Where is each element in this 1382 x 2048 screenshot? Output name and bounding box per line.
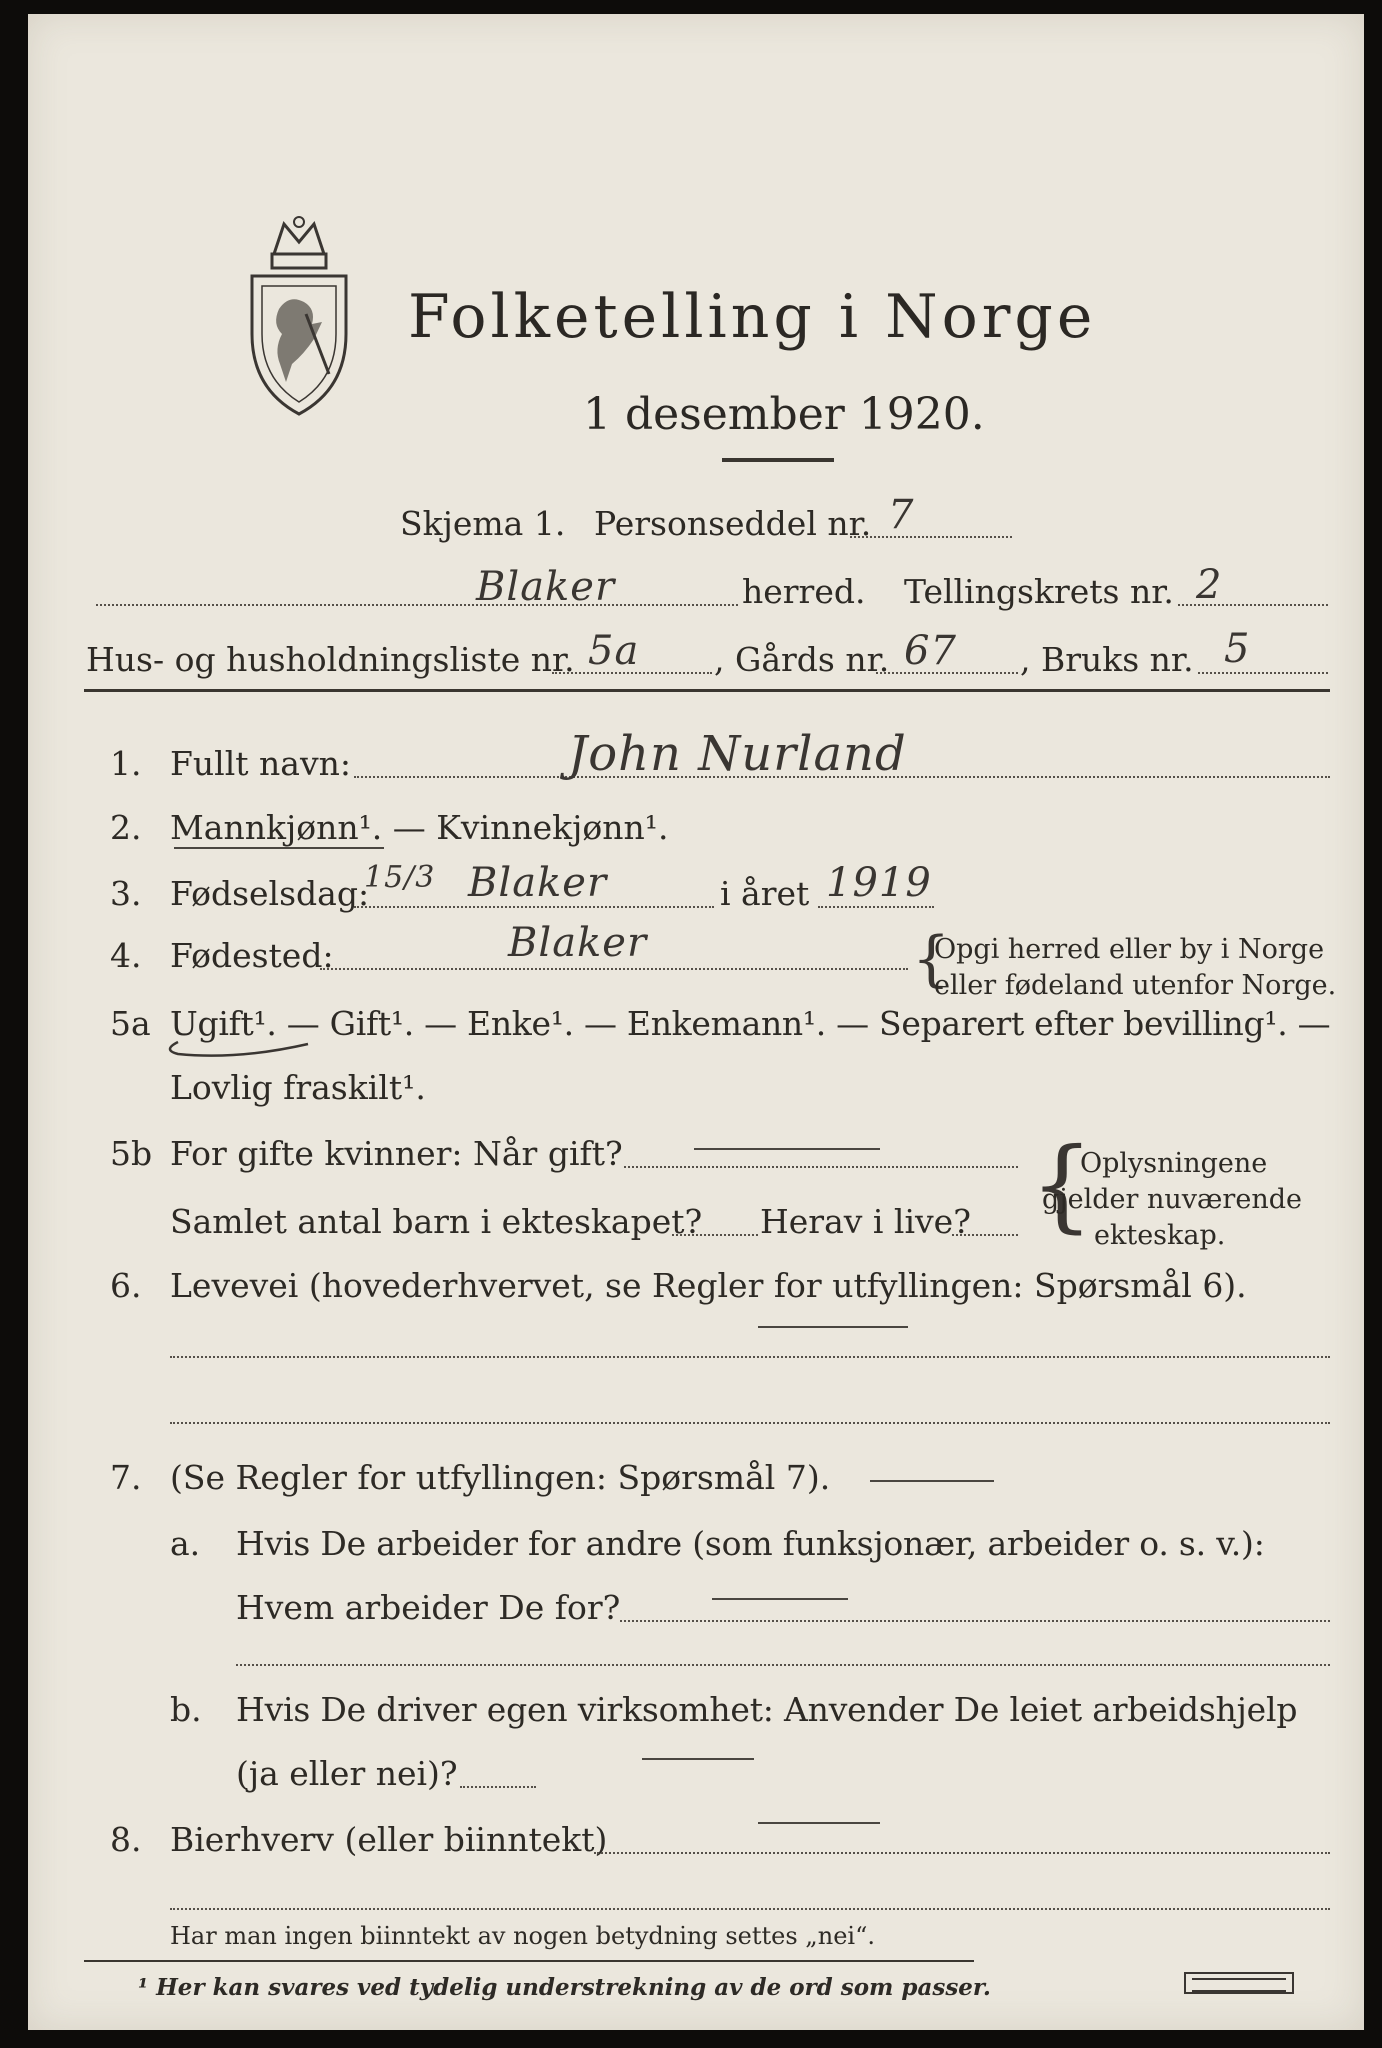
footnote: ¹ Her kan svares ved tydelig understrekning av de ord som passer. (138, 1974, 991, 2001)
q7a-line1: Hvis De arbeider for andre (som funksjonær, arbeider o. s. v.): (236, 1524, 1265, 1563)
q5b-line2a: Samlet antal barn i ekteskapet? (170, 1202, 703, 1241)
q6-label: Levevei (hovederhvervet, se Regler for utfyllingen: Spørsmål 6). (170, 1266, 1247, 1305)
q5b-note-line1: Oplysningene (1080, 1148, 1268, 1179)
q1-label: Fullt navn: (170, 744, 351, 783)
q2-underline-mark (174, 847, 384, 849)
census-form (28, 14, 1364, 2030)
q5b-line1: For gifte kvinner: Når gift? (170, 1134, 623, 1173)
q5b-line2b: Herav i live? (760, 1202, 971, 1241)
coat-of-arms-icon (244, 214, 354, 424)
q7-label: (Se Regler for utfyllingen: Spørsmål 7). (170, 1458, 831, 1497)
q3-label: Fødselsdag: (170, 874, 370, 913)
hus-label: Hus- og husholdningsliste nr. (86, 640, 575, 679)
q5b-note-brace: { (1030, 1126, 1094, 1243)
q4-number: 4. (110, 936, 142, 975)
personseddel-label: Personseddel nr. (594, 504, 872, 543)
gards-value: 67 (904, 628, 957, 674)
q5a-line1: Ugift¹. — Gift¹. — Enke¹. — Enkemann¹. — Separert efter bevilling¹. — (170, 1004, 1331, 1043)
q3-date-value: 15/3 (364, 860, 436, 895)
q4-value: Blaker (508, 920, 648, 966)
q3-number: 3. (110, 874, 142, 913)
q4-note-line2: eller fødeland utenfor Norge. (934, 970, 1337, 1001)
header-rule (84, 689, 1330, 692)
footer-rule (84, 1960, 974, 1962)
q3-year-label: i året (720, 874, 810, 913)
q5b-note-line2: gjelder nuværende (1042, 1184, 1302, 1215)
q2-number: 2. (110, 808, 142, 847)
q7b-line1: Hvis De driver egen virksomhet: Anvender De leiet arbeidshjelp (236, 1690, 1298, 1729)
title-divider (722, 458, 834, 462)
q3-place-value: Blaker (468, 860, 608, 906)
q3-year-value: 1919 (826, 860, 932, 906)
q2-label: Mannkjønn¹. — Kvinnekjønn¹. (170, 808, 669, 847)
q8-label: Bierhverv (eller biinntekt) (170, 1820, 608, 1859)
q5b-number: 5b (110, 1134, 153, 1173)
herred-value: Blaker (476, 564, 616, 610)
herred-label: herred. (742, 572, 866, 611)
hus-value: 5a (588, 628, 640, 674)
q7a-letter: a. (170, 1524, 201, 1563)
q1-number: 1. (110, 744, 142, 783)
schema-label: Skjema 1. (400, 504, 566, 543)
q4-note-brace: { (912, 924, 951, 994)
q7a-line2: Hvem arbeider De for? (236, 1588, 621, 1627)
q4-note-line1: Opgi herred eller by i Norge (934, 934, 1325, 965)
q5a-underline-mark (158, 1036, 328, 1066)
q5b-note-line3: ekteskap. (1094, 1220, 1226, 1251)
tellingskrets-value: 2 (1196, 562, 1223, 608)
q7-number: 7. (110, 1458, 142, 1497)
personseddel-value: 7 (888, 492, 915, 538)
q5a-line2: Lovlig fraskilt¹. (170, 1068, 426, 1107)
form-title: Folketelling i Norge (408, 282, 1097, 352)
q6-number: 6. (110, 1266, 142, 1305)
q1-value: John Nurland (568, 726, 907, 782)
q8-number: 8. (110, 1820, 142, 1859)
footer-note: Har man ingen biinntekt av nogen betydning settes „nei“. (170, 1922, 875, 1950)
form-date: 1 desember 1920. (583, 389, 985, 440)
q4-label: Fødested: (170, 936, 334, 975)
q7b-letter: b. (170, 1690, 202, 1729)
gards-label: , Gårds nr. (714, 640, 890, 679)
q5a-number: 5a (110, 1004, 151, 1043)
bruks-value: 5 (1224, 626, 1251, 672)
tellingskrets-label: Tellingskrets nr. (904, 572, 1174, 611)
bruks-label: , Bruks nr. (1020, 640, 1194, 679)
printer-mark (1184, 1972, 1294, 1994)
q7b-line2: (ja eller nei)? (236, 1754, 458, 1793)
